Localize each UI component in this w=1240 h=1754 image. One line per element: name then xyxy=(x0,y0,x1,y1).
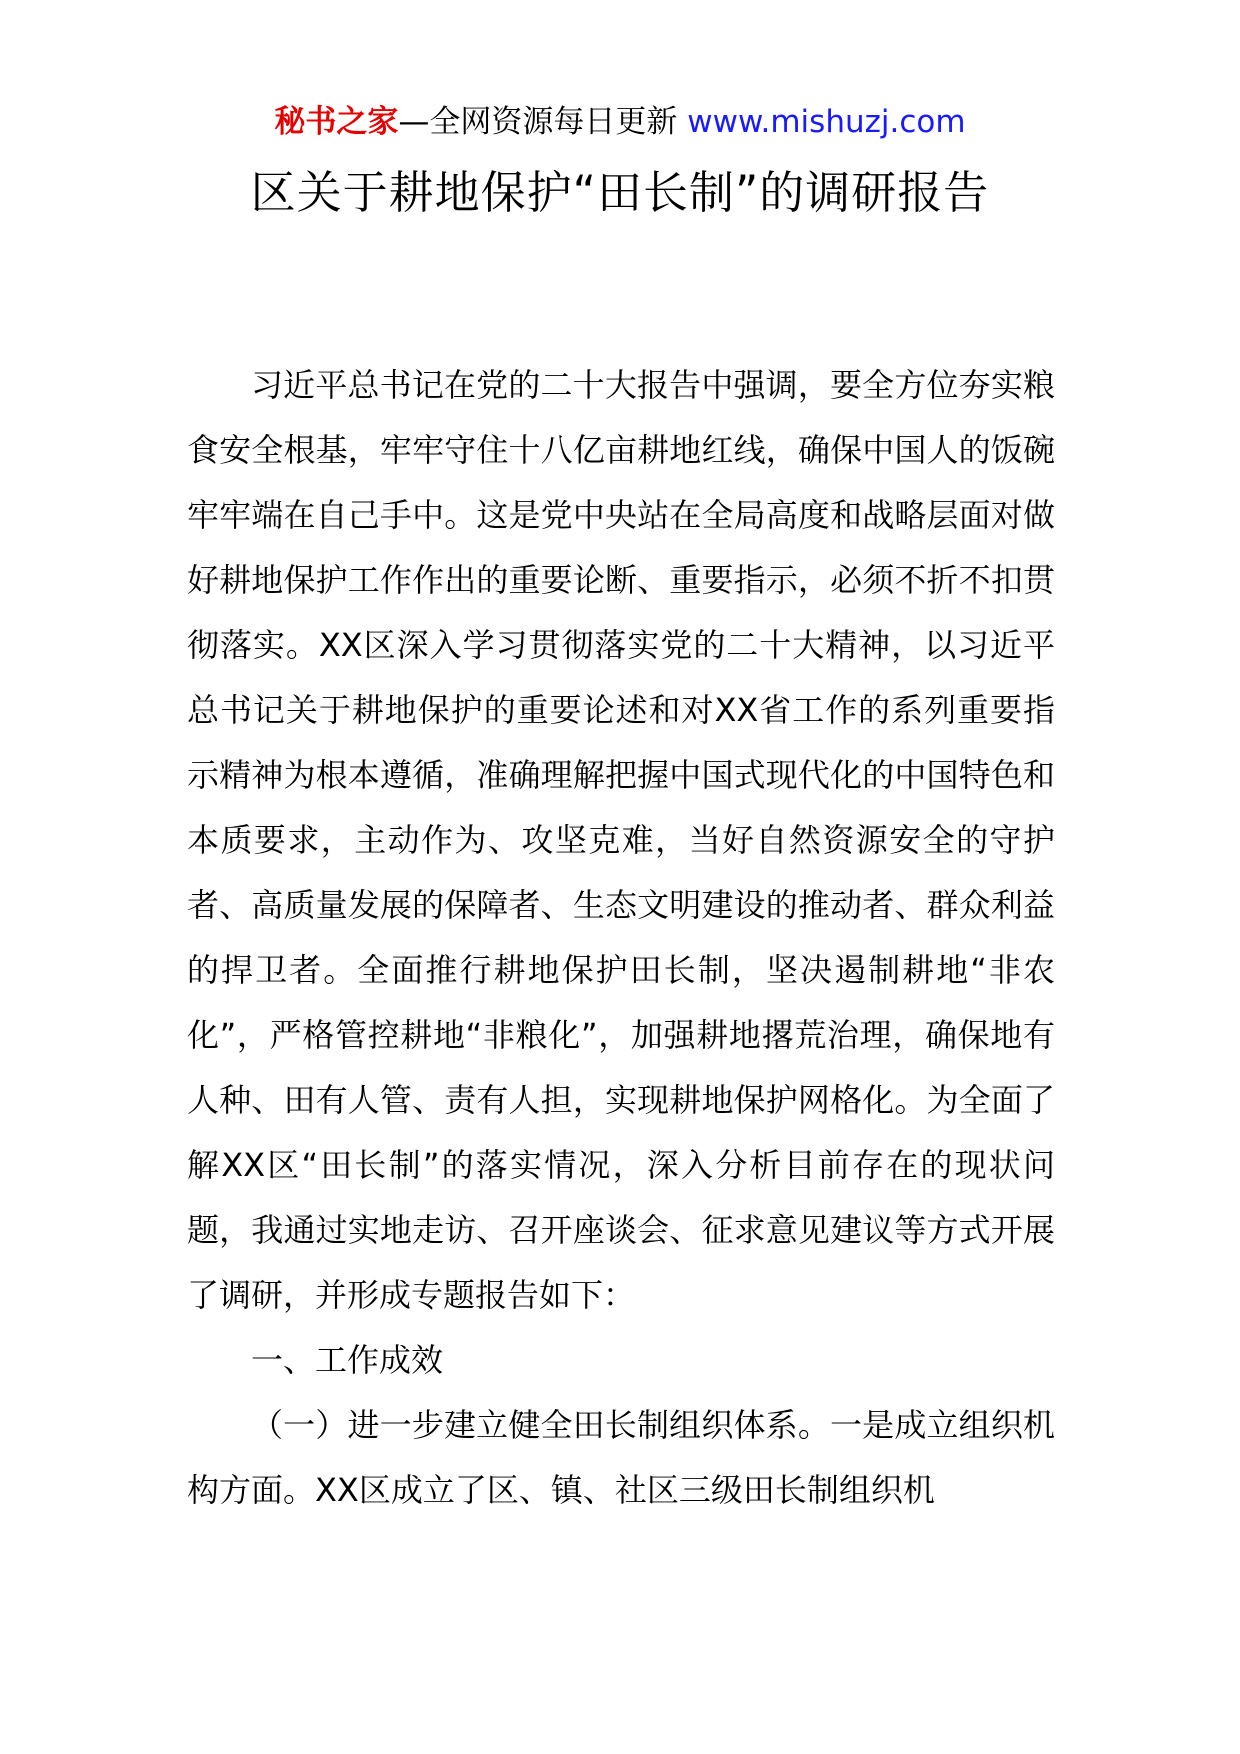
website-link[interactable]: www.mishuzj.com xyxy=(687,104,966,140)
subsection-paragraph: （一）进一步建立健全田长制组织体系。一是成立组织机构方面。XX区成立了区、镇、社区三级田长制组织机 xyxy=(187,1406,1055,1509)
section-heading: 一、工作成效 xyxy=(251,1341,444,1379)
watermark-header xyxy=(0,100,1240,144)
document-body xyxy=(187,353,1055,1523)
intro-paragraph: 习近平总书记在党的二十大报告中强调，要全方位夯实粮食安全根基，牢牢守住十八亿亩耕地红线，确保中国人的饭碗牢牢端在自己手中。这是党中央站在全局高度和战略层面对做好耕地保护工作作出的重要论断、重要指示，必须不折不扣贯彻落实。XX区深入学习贯彻落实党的二十大精神，以习近平总书记关于耕地保护的重要论述和对XX省工作的系列重要指示精神为根本遵循，准确理解把握中国式现代化的中国特色和本质要求，主动作为、攻坚克难，当好自然资源安全的守护者、高质量发展的保障者、生态文明建设的推动者、群众利益的捍卫者。全面推行耕地保护田长制，坚决遏制耕地“非农化”，严格管控耕地“非粮化”，加强耕地撂荒治理，确保地有人种、田有人管、责有人担，实现耕地保护网格化。为全面了解XX区“田长制”的落实情况，深入分析目前存在的现状问题，我通过实地走访、召开座谈会、征求意见建议等方式开展了调研，并形成专题报告如下： xyxy=(187,366,1055,1314)
brand-name: 秘书之家 xyxy=(274,104,399,140)
header-tagline: —全网资源每日更新 xyxy=(398,104,678,140)
document-title: 区关于耕地保护“田长制”的调研报告 xyxy=(250,166,990,219)
